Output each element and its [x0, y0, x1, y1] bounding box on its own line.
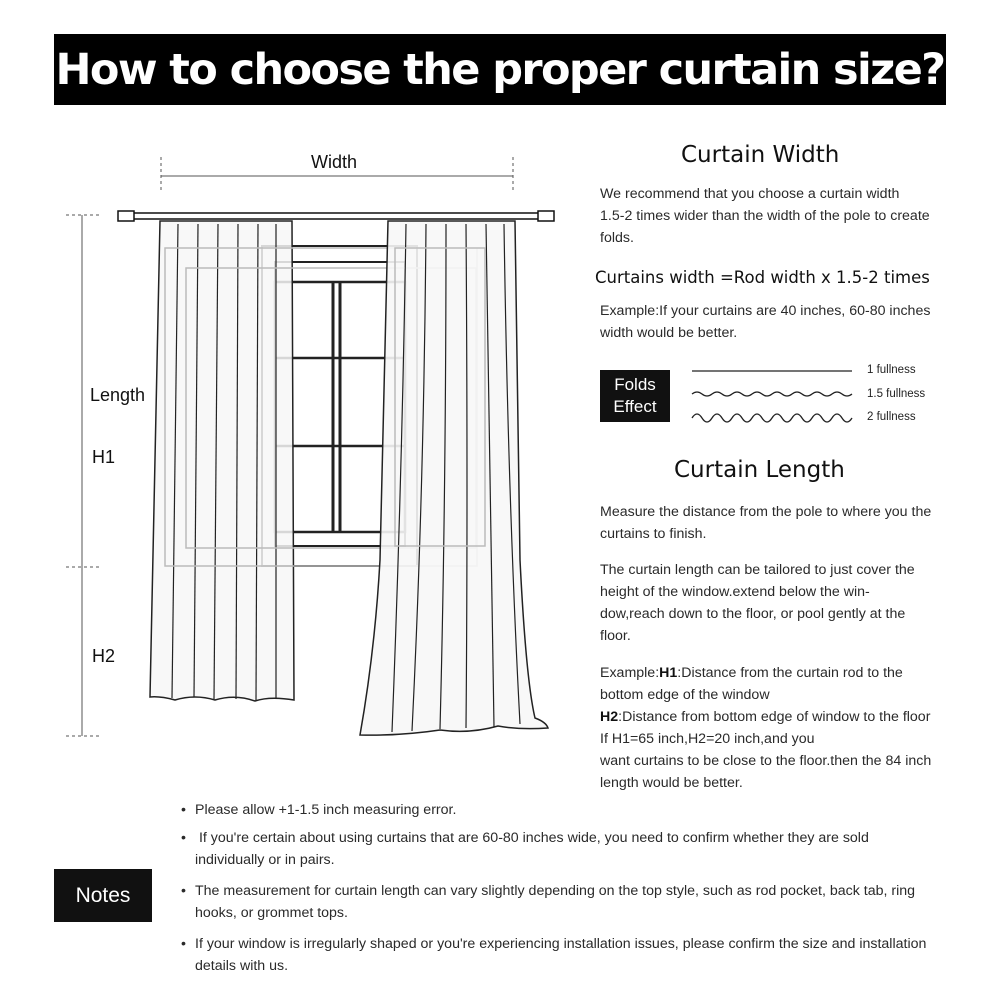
curtain-width-title: Curtain Width [681, 142, 840, 168]
curtain-width-text: We recommend that you choose a curtain width 1.5-2 times wider than the width of the pole to create folds. [600, 186, 930, 246]
note-item: • Please allow +1-1.5 inch measuring error. [181, 802, 457, 818]
width-example: Example:If your curtains are 40 inches, 60-80 inches width would be better. [600, 303, 931, 341]
right-curtain-panel [360, 221, 548, 735]
width-formula: Curtains width =Rod width x 1.5-2 times [595, 268, 930, 287]
length-text-2: The curtain length can be tailored to just cover the height of the window.extend below the win- dow,reach down to the floor, or pool gently at the floor. [600, 562, 915, 644]
length-example: Example:H1:Distance from the curtain rod to the bottom edge of the window H2:Distance from bottom edge of window to the floor If H1=65 inch,H2=20 inch,and you want curtains to be close to the floor.then the 84 inch length would be better. [600, 665, 932, 791]
notes-label: Notes [54, 869, 152, 922]
note-item: • If you're certain about using curtains that are 60-80 inches wide, you need to confirm whether they are sold individually or in pairs. [181, 830, 869, 868]
width-label: Width [311, 152, 358, 172]
h2-label: H2 [92, 646, 116, 666]
fullness-label-2: 2 fullness [867, 411, 916, 423]
length-text-1: Measure the distance from the pole to where you the curtains to finish. [600, 504, 932, 542]
note-item: • The measurement for curtain length can vary slightly depending on the top style, such as rod pocket, back tab, ring hooks, or grommet tops. [181, 883, 916, 921]
note-item: • If your window is irregularly shaped or you're experiencing installation issues, please confirm the size and installation details with us. [181, 936, 927, 974]
fullness-line-2 [692, 414, 852, 422]
fullness-line-1-5 [692, 392, 852, 396]
fullness-lines [692, 371, 852, 422]
curtain-length-title: Curtain Length [674, 457, 845, 483]
folds-effect-box: Folds Effect [600, 370, 670, 422]
h1-label: H1 [92, 447, 116, 467]
length-label: Length [90, 385, 146, 405]
page-title: How to choose the proper curtain size? [54, 34, 946, 105]
fullness-label-1: 1 fullness [867, 364, 916, 376]
fullness-label-1-5: 1.5 fullness [867, 388, 926, 400]
curtain-rod [118, 211, 554, 221]
